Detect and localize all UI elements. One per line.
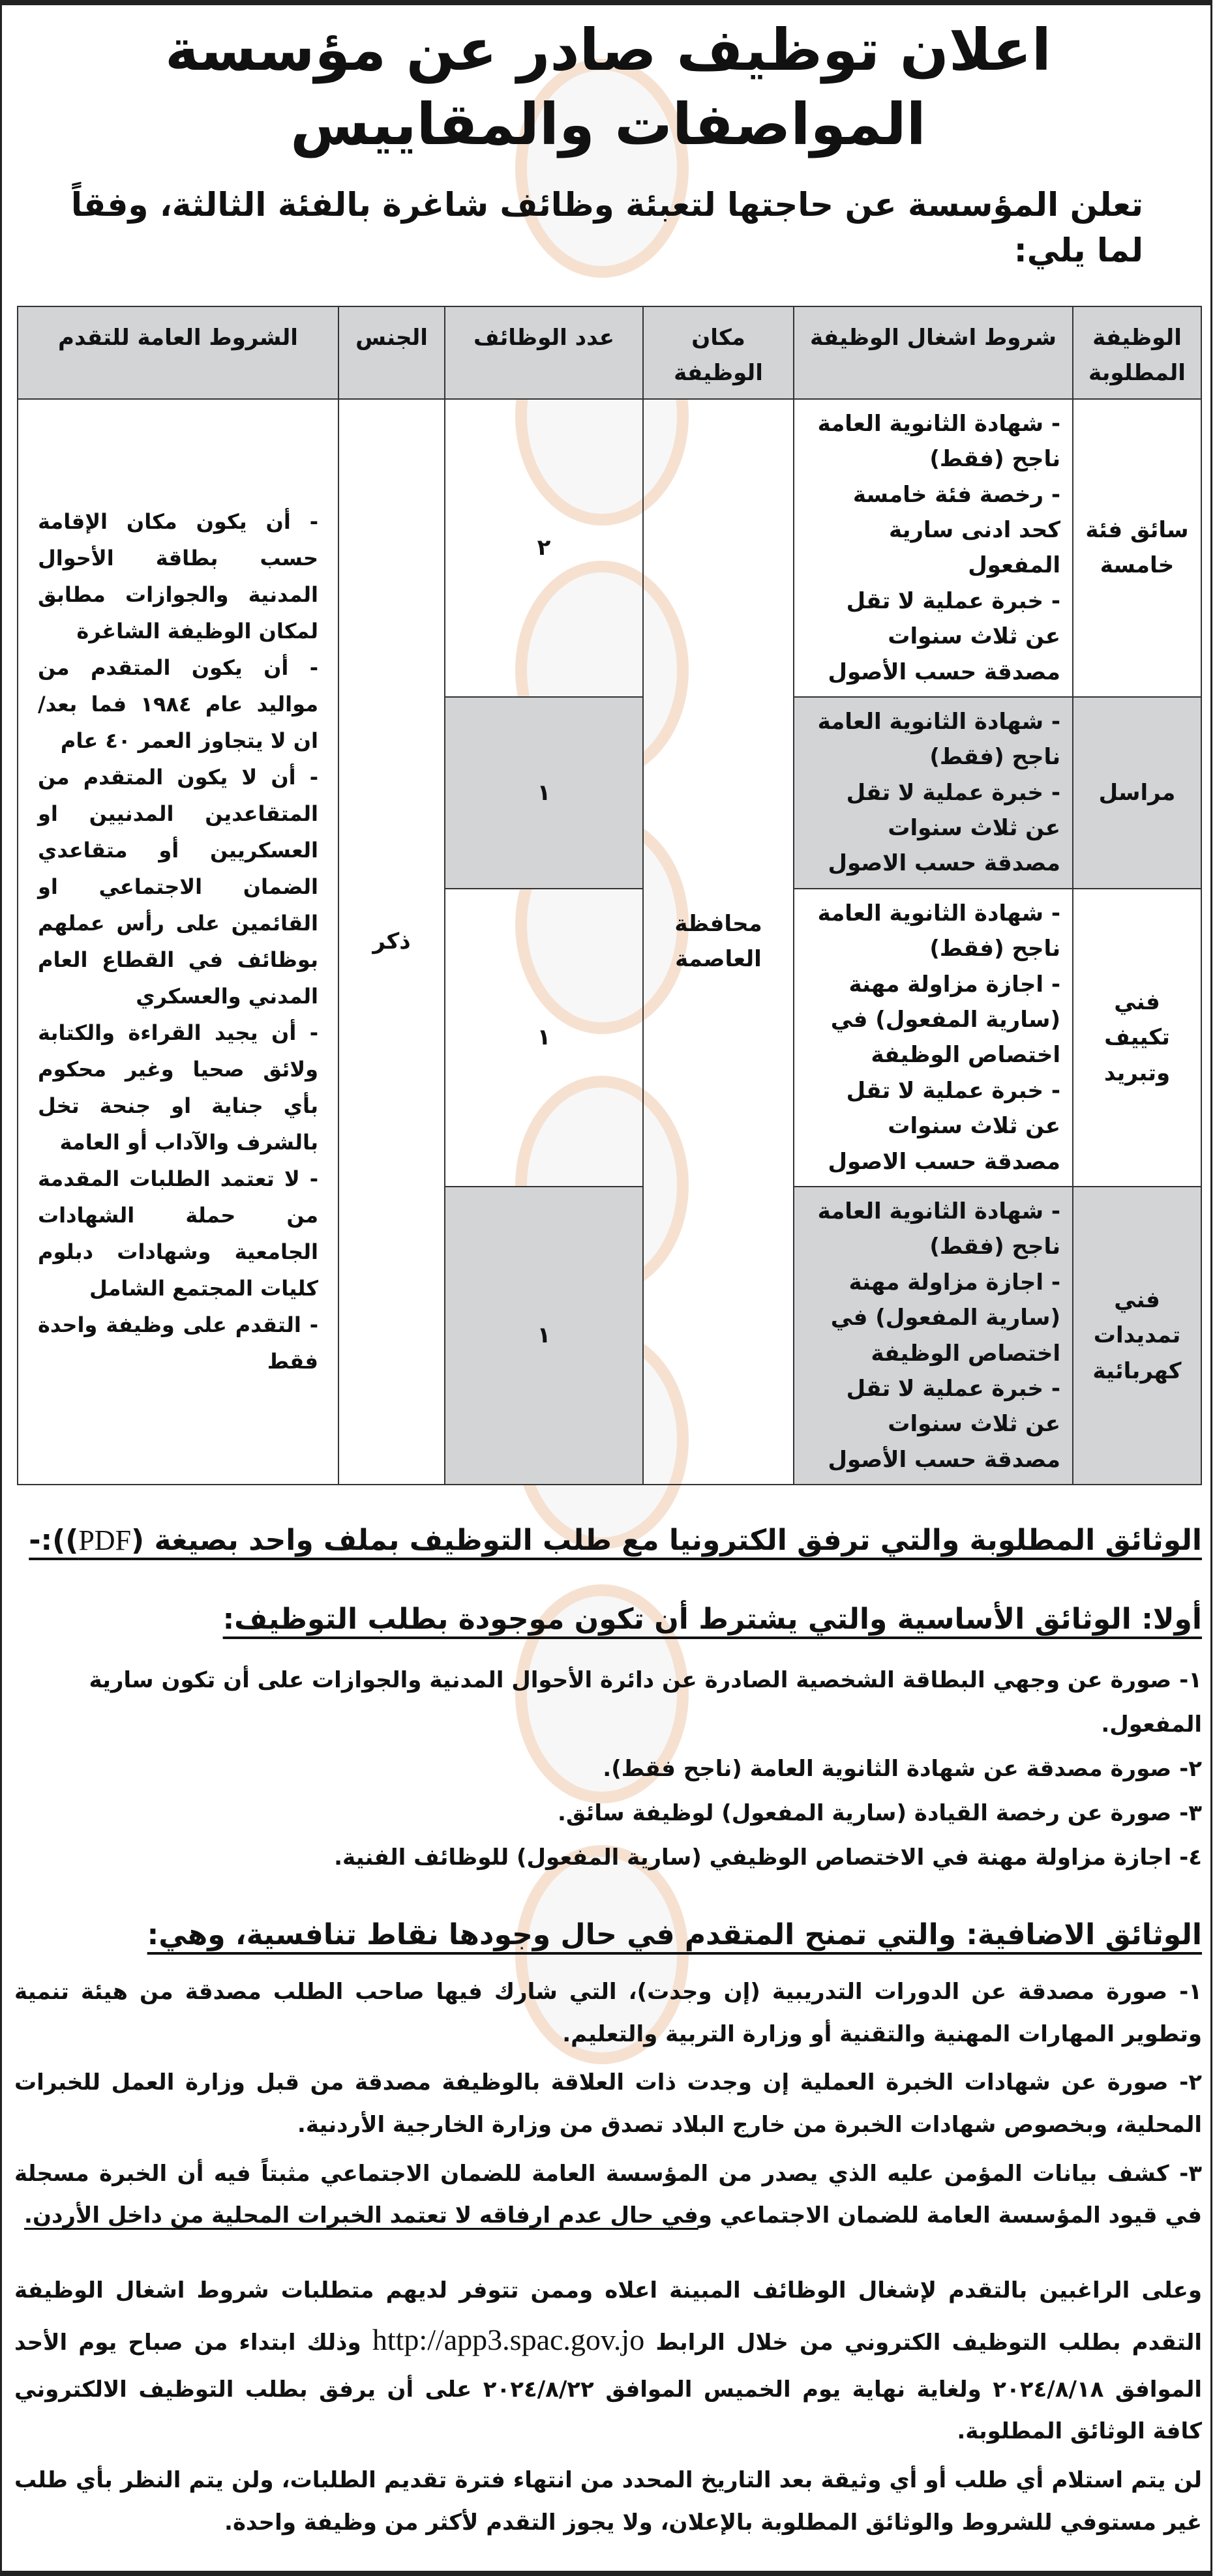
general-condition: - أن يكون المتقدم من مواليد عام ١٩٨٤ فما بعد/ ان لا يتجاوز العمر ٤٠ عام — [38, 655, 318, 754]
condition: - اجازة مزاولة مهنة (سارية المفعول) في اختصاص الوظيفة — [830, 971, 1060, 1069]
header-count: عدد الوظائف — [445, 306, 643, 399]
extra-document-item: ١- صورة مصدقة عن الدورات التدريبية (إن وجدت)، التي شارك فيها صاحب الطلب مصدقة من هيئة تنمية وتطوير المهارات المهنية والتقنية أو وزارة التربية والتعليم. — [14, 1979, 1202, 2047]
page-title: اعلان توظيف صادر عن مؤسسة المواصفات والمقاييس — [165, 16, 1051, 158]
table-header-row — [18, 306, 1201, 399]
page-subtitle: تعلن المؤسسة عن حاجتها لتعبئة وظائف شاغرة بالفئة الثالثة، وفقاً لما يلي: — [70, 185, 1143, 269]
job-title: فني تكييف وتبريد — [1073, 889, 1201, 1187]
extra-document-item — [14, 2153, 1202, 2237]
basic-document-item: ٢- صورة مصدقة عن شهادة الثانوية العامة (ناجح فقط). — [603, 1755, 1202, 1782]
condition: - شهادة الثانوية العامة ناجح (فقط) — [817, 410, 1060, 473]
extra-documents-heading: الوثائق الاضافية: والتي تمنح المتقدم في حال وجودها نقاط تنافسية، وهي: — [147, 1917, 1202, 1951]
condition: - خبرة عملية لا تقل عن ثلاث سنوات مصدقة حسب الأصول — [828, 587, 1060, 685]
job-title: مراسل — [1073, 697, 1201, 889]
required-documents-heading — [14, 1518, 1202, 1563]
job-conditions — [794, 399, 1073, 697]
extra-documents-section — [14, 1912, 1202, 2237]
closing-text: وذلك ابتداء من صباح يوم الأحد الموافق ٢٠٢٤/٨/١٨ ولغاية نهاية يوم الخميس الموافق ٢٠٢٤/٨/٢٢ على أن يرفق بطلب التوظيف الالكتروني كافة الوثائق المطلوبة. — [14, 2330, 1202, 2445]
general-condition: - لا تعتمد الطلبات المقدمة من حملة الشهادات الجامعية وشهادات دبلوم كليات المجتمع الشامل — [38, 1166, 318, 1301]
job-title: سائق فئة خامسة — [1073, 399, 1201, 697]
basic-document-item: ٤- اجازة مزاولة مهنة في الاختصاص الوظيفي (سارية المفعول) للوظائف الفنية. — [334, 1844, 1202, 1871]
extra-document-item: ٢- صورة عن شهادات الخبرة العملية إن وجدت ذات العلاقة بالوظيفة مصدقة من قبل وزارة العمل للخبرات المحلية، وبخصوص شهادات الخبرة من خارج البلاد تصدق من وزارة الخارجية الأردنية. — [14, 2069, 1202, 2139]
heading-text: )):- — [29, 1524, 79, 1558]
closing-paragraph: لن يتم استلام أي طلب أو أي وثيقة بعد التاريخ المحدد من انتهاء فترة تقديم الطلبات، ولن يتم النظر بأي طلب غير مستوفي للشروط والوثائق المطلوبة بالإعلان، ولا يجوز التقدم لأكثر من وظيفة واحدة. — [14, 2467, 1202, 2536]
general-condition: - التقدم على وظيفة واحدة فقط — [38, 1312, 318, 1374]
general-conditions — [18, 399, 338, 1485]
closing-section — [14, 2270, 1202, 2543]
condition: - خبرة عملية لا تقل عن ثلاث سنوات مصدقة حسب الاصول — [828, 1077, 1060, 1175]
header-job: الوظيفة المطلوبة — [1073, 306, 1201, 399]
condition: - خبرة عملية لا تقل عن ثلاث سنوات مصدقة حسب الاصول — [828, 779, 1060, 877]
table-row — [18, 399, 1201, 697]
job-count: ١ — [445, 1187, 643, 1485]
general-condition: - أن يجيد القراءة والكتابة ولائق صحيا وغير محكوم بأي جناية او جنحة تخل بالشرف والآداب أو العامة — [38, 1020, 318, 1155]
job-count: ١ — [445, 697, 643, 889]
job-count: ١ — [445, 889, 643, 1187]
basic-documents-section — [14, 1597, 1202, 1880]
general-condition: - أن يكون مكان الإقامة حسب بطاقة الأحوال المدنية والجوازات مطابق لمكان الوظيفة الشاغرة — [38, 509, 318, 644]
condition: - خبرة عملية لا تقل عن ثلاث سنوات مصدقة حسب الأصول — [828, 1375, 1060, 1473]
header-conditions: شروط اشغال الوظيفة — [794, 306, 1073, 399]
item-note: في حال عدم ارفاقه لا تعتمد الخبرات المحلية من داخل الأردن. — [24, 2202, 698, 2229]
job-gender: ذكر — [338, 399, 445, 1485]
condition: - شهادة الثانوية العامة ناجح (فقط) — [817, 900, 1060, 962]
heading-text: الوثائق المطلوبة والتي ترفق الكترونيا مع طلب التوظيف بملف واحد بصيغة ( — [131, 1524, 1202, 1558]
header-place: مكان الوظيفة — [643, 306, 794, 399]
closing-paragraph — [14, 2270, 1202, 2453]
basic-document-item: ١- صورة عن وجهي البطاقة الشخصية الصادرة عن دائرة الأحوال المدنية والجوازات على أن تكون سارية المفعول. — [89, 1666, 1202, 1738]
job-title: فني تمديدات كهربائية — [1073, 1187, 1201, 1485]
job-count: ٢ — [445, 399, 643, 697]
condition: - اجازة مزاولة مهنة (سارية المفعول) في اختصاص الوظيفة — [830, 1269, 1060, 1367]
condition: - شهادة الثانوية العامة ناجح (فقط) — [817, 1198, 1060, 1260]
general-condition: - أن لا يكون المتقدم من المتقاعدين المدنيين او العسكريين أو متقاعدي الضمان الاجتماعي او القائمين على رأس عملهم بوظائف في القطاع العام المدني والعسكري — [38, 765, 318, 1009]
closing-text: وعلى الراغبين بالتقدم لإشغال الوظائف المبينة اعلاه وممن تتوفر لديهم متطلبات شروط اشغال الوظيفة التقدم بطلب التوظيف الكتروني من خلال الرابط — [14, 2277, 1202, 2356]
job-conditions — [794, 697, 1073, 889]
basic-document-item: ٣- صورة عن رخصة القيادة (سارية المفعول) لوظيفة سائق. — [557, 1799, 1202, 1826]
header-gender: الجنس — [338, 306, 445, 399]
basic-documents-heading: أولا: الوثائق الأساسية والتي يشترط أن تكون موجودة بطلب التوظيف: — [222, 1602, 1202, 1636]
job-place: محافظة العاصمة — [643, 399, 794, 1485]
condition: - رخصة فئة خامسة كحد ادنى سارية المفعول — [852, 481, 1060, 579]
pdf-label: PDF — [78, 1524, 132, 1557]
item-text: ٣- كشف بيانات المؤمن عليه الذي يصدر من المؤسسة العامة للضمان الاجتماعي مثبتاً فيه أن الخبرة مسجلة في قيود المؤسسة العامة للضمان الاجتماعي و — [14, 2160, 1202, 2229]
application-link[interactable]: http://app3.spac.gov.jo — [372, 2323, 645, 2357]
job-conditions — [794, 1187, 1073, 1485]
jobs-table — [17, 306, 1202, 1485]
condition: - شهادة الثانوية العامة ناجح (فقط) — [817, 708, 1060, 771]
job-conditions — [794, 889, 1073, 1187]
header-general: الشروط العامة للتقدم — [18, 306, 338, 399]
